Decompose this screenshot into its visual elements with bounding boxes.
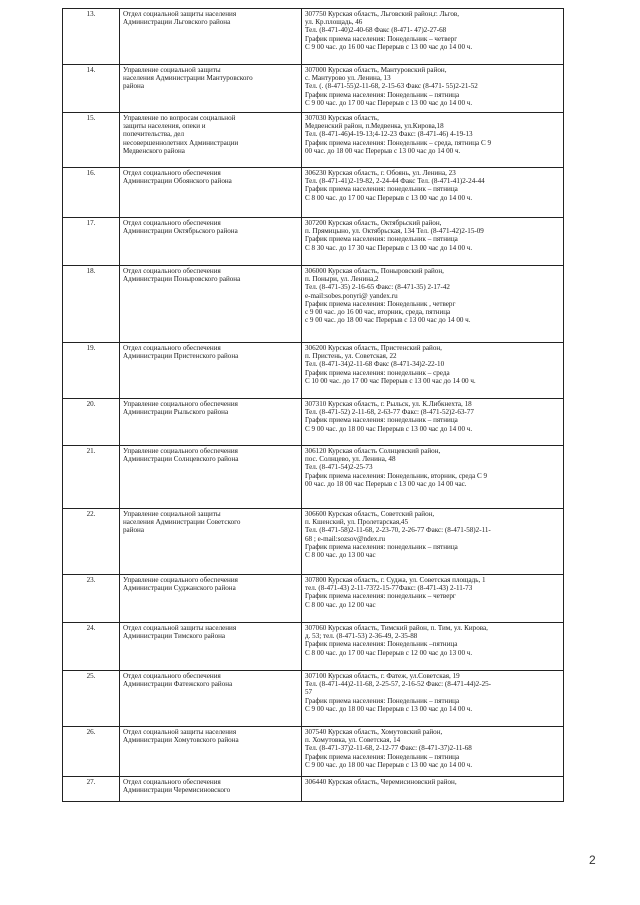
- organization-line: Управление по вопросам социальной: [123, 114, 236, 122]
- address-line: График приема населения: понедельник – пятница: [305, 416, 458, 425]
- organization-line: Администрации Пристенского района: [123, 352, 239, 361]
- address-line: 307030 Курская область,: [305, 114, 379, 122]
- address-line: Тел. (. (8-471-55)2-11-68, 2-15-63 Факс (8-471- 55)2-21-52: [305, 82, 478, 91]
- address-line: с. Мантурово ул. Ленина, 13: [305, 74, 391, 83]
- organization-line: Управление социального обеспечения: [123, 400, 238, 408]
- organization-line: попечительства, дел: [123, 130, 184, 139]
- organization-line: Управление социальной защиты: [123, 66, 221, 74]
- organization-line: Отдел социальной защиты населения: [123, 728, 237, 736]
- row-number: 25.: [63, 671, 120, 727]
- address-line: 307000 Курская область, Мантуровский район,: [305, 66, 447, 74]
- organization-line: Администрации Льговского района: [123, 18, 231, 27]
- row-number: 13.: [63, 9, 120, 65]
- organization-cell: [120, 623, 302, 671]
- organization-line: Управление социального обеспечения: [123, 576, 238, 584]
- address-line: д. 53; тел. (8-471-53) 2-36-49, 2-35-88: [305, 632, 418, 641]
- table-row: [63, 671, 564, 727]
- address-line: п. Поныри, ул. Ленина,2: [305, 275, 379, 284]
- organization-cell: [120, 266, 302, 343]
- address-line: График приема населения: Понедельник –пятница: [305, 640, 458, 649]
- address-line: С 8 00 час. до 17 00 час Перерыв с 13 00 час до 14 00 ч.: [305, 193, 473, 202]
- address-cell: [302, 446, 564, 509]
- table-row: [63, 727, 564, 777]
- address-line: График приема населения: Понедельник – среда, пятница С 9: [305, 138, 491, 147]
- table-row: [63, 343, 564, 399]
- address-line: Тел. (8-471-40)2-40-68 Факс (8-471- 47)2-27-68: [305, 26, 447, 35]
- address-cell: [302, 399, 564, 446]
- organization-line: Администрации Тимского района: [123, 632, 226, 641]
- organization-line: Администрации Фатежского района: [123, 680, 233, 689]
- organization-line: Отдел социального обеспечения: [123, 672, 221, 680]
- contacts-table: [62, 8, 564, 802]
- page-number: 2: [589, 853, 596, 867]
- address-line: График приема населения: Понедельник, вторник, среда С 9: [305, 471, 488, 480]
- organization-line: района: [123, 526, 144, 535]
- address-line: e-mail:sobes.ponyri@ yandex.ru: [305, 291, 398, 300]
- address-cell: [302, 65, 564, 113]
- address-line: С 8 00 час. до 13 00 час: [305, 551, 376, 560]
- organization-line: Администрации Рыльского района: [123, 408, 229, 417]
- row-number: 16.: [63, 168, 120, 218]
- organization-line: Медвенского района: [123, 146, 185, 155]
- row-number: 15.: [63, 113, 120, 168]
- organization-cell: [120, 168, 302, 218]
- address-line: 00 час. до 18 00 час Перерыв с 13 00 час до 14 00 час.: [305, 479, 467, 488]
- address-line: График приема населения: Понедельник – четверг: [305, 34, 458, 43]
- organization-line: защиты населения, опеки и: [123, 122, 206, 131]
- organization-cell: [120, 218, 302, 266]
- organization-line: населения Администрации Мантуровского: [123, 74, 253, 83]
- address-cell: [302, 727, 564, 777]
- address-line: п. Хомутовка, ул. Советская, 14: [305, 736, 401, 745]
- table-row: [63, 113, 564, 168]
- table-row: [63, 575, 564, 623]
- organization-line: Отдел социальной защиты населения: [123, 10, 237, 18]
- address-line: С 10 00 час. до 17 00 час Перерыв с 13 00 час до 14 00 ч.: [305, 376, 476, 385]
- address-cell: [302, 575, 564, 623]
- address-line: 306000 Курская область, Поныровский район,: [305, 267, 444, 275]
- address-line: С 9 00 час. до 18 00 час Перерыв с 13 00 час до 14 00 ч.: [305, 704, 473, 713]
- address-line: п. Кшенский, ул. Пролетарская,45: [305, 518, 408, 527]
- address-line: График приема населения: понедельник – пятница: [305, 235, 458, 244]
- organization-line: Администрации Солнцевского района: [123, 455, 239, 464]
- address-line: 307060 Курская область, Тимский район, п. Тим, ул. Кирова,: [305, 624, 488, 632]
- table-row: [63, 65, 564, 113]
- organization-cell: [120, 343, 302, 399]
- row-number: 21.: [63, 446, 120, 509]
- address-line: График приема населения: понедельник – пятница: [305, 185, 458, 194]
- organization-line: Отдел социальной защиты населения: [123, 624, 237, 632]
- organization-line: Администрации Суджанского района: [123, 584, 236, 593]
- organization-cell: [120, 9, 302, 65]
- row-number: 20.: [63, 399, 120, 446]
- organization-line: Администрации Обоянского района: [123, 177, 232, 186]
- address-line: График приема населения: Понедельник , четверг: [305, 299, 456, 308]
- address-cell: [302, 168, 564, 218]
- address-cell: [302, 9, 564, 65]
- table-row: [63, 777, 564, 802]
- address-line: Тел. (8-471-37)2-11-68, 2-12-77 Факс: (8-471-37)2-11-68: [305, 744, 472, 753]
- address-line: Тел. (8-471-54)2-25-73: [305, 463, 373, 472]
- table-row: [63, 623, 564, 671]
- address-cell: [302, 623, 564, 671]
- address-line: График приема населения: понедельник – пятница: [305, 542, 458, 551]
- address-line: График приема населения: понедельник – среда: [305, 368, 450, 377]
- address-line: 68 ; e-mail:sozsov@ndex.ru: [305, 534, 386, 543]
- organization-cell: [120, 446, 302, 509]
- row-number: 18.: [63, 266, 120, 343]
- organization-line: несовершеннолетних Администрации: [123, 138, 239, 147]
- address-line: Тел. (8-471-35) 2-16-65 Факс: (8-471-35) 2-17-42: [305, 283, 450, 292]
- organization-line: Администрации Поныровского района: [123, 275, 241, 284]
- address-line: График приема населения: Понедельник – пятница: [305, 90, 460, 99]
- organization-cell: [120, 399, 302, 446]
- table-row: [63, 509, 564, 575]
- table-row: [63, 446, 564, 509]
- address-cell: [302, 113, 564, 168]
- address-line: 57: [305, 688, 313, 697]
- address-line: С 9 00 час. до 16 00 час Перерыв с 13 00 час до 14 00 ч.: [305, 42, 473, 51]
- table-row: [63, 399, 564, 446]
- address-line: 00 час. до 18 00 час Перерыв с 13 00 час до 14 00 ч.: [305, 146, 461, 155]
- organization-line: Управление социального обеспечения: [123, 447, 238, 455]
- address-cell: [302, 218, 564, 266]
- address-line: с 9 00 час. до 16 00 час, вторник, среда, пятница: [305, 308, 451, 317]
- address-cell: [302, 343, 564, 399]
- table-row: [63, 218, 564, 266]
- address-line: 306120 Курская область Солнцевский район,: [305, 447, 441, 455]
- address-line: ул. Кр.площадь, 46: [305, 18, 363, 27]
- organization-line: Отдел социального обеспечения: [123, 267, 221, 275]
- address-line: 307100 Курская область, г. Фатеж, ул.Советская, 19: [305, 672, 460, 680]
- table-row: [63, 168, 564, 218]
- organization-line: Отдел социального обеспечения: [123, 219, 221, 227]
- row-number: 17.: [63, 218, 120, 266]
- address-line: 307800 Курская область, г. Суджа, ул. Советская площадь, 1: [305, 576, 486, 584]
- organization-cell: [120, 575, 302, 623]
- organization-line: района: [123, 82, 144, 91]
- address-line: С 8 00 час. до 17 00 час Перерыв с 12 00 час до 13 00 ч.: [305, 648, 473, 657]
- address-cell: [302, 777, 564, 802]
- organization-line: Отдел социального обеспечения: [123, 778, 221, 786]
- address-line: С 9 00 час. до 17 00 час Перерыв с 13 00 час до 14 00 ч.: [305, 98, 473, 107]
- row-number: 14.: [63, 65, 120, 113]
- address-cell: [302, 509, 564, 575]
- row-number: 22.: [63, 509, 120, 575]
- row-number: 24.: [63, 623, 120, 671]
- organization-cell: [120, 509, 302, 575]
- address-cell: [302, 266, 564, 343]
- organization-line: Отдел социального обеспечения: [123, 169, 221, 177]
- organization-line: населения Администрации Советского: [123, 518, 241, 527]
- address-line: с 9 00 час. до 18 00 час Перерыв с 13 00 час до 14 00 ч.: [305, 316, 471, 325]
- organization-line: Администрации Черемисиновского: [123, 786, 231, 795]
- address-line: 307200 Курская область, Октябрьский район,: [305, 219, 442, 227]
- address-line: 307310 Курская область, г. Рыльск, ул. К.Либкнехта, 18: [305, 400, 472, 408]
- address-line: Тел. (8-471-34)2-11-68 Факс (8-471-34)2-22-10: [305, 360, 445, 369]
- address-line: п. Пристень, ул. Советская, 22: [305, 352, 397, 361]
- organization-cell: [120, 777, 302, 802]
- address-line: 306440 Курская область, Черемисиновский район,: [305, 778, 457, 786]
- address-line: Тел. (8-471-46)4-19-13;4-12-23 Факс: (8-471-46) 4-19-13: [305, 130, 473, 139]
- address-line: 307540 Курская область, Хомутовский район,: [305, 728, 443, 736]
- address-line: График приема населения: Понедельник – пятница: [305, 752, 460, 761]
- address-line: Тел. (8-471-41)2-19-82, 2-24-44 Факс Тел. (8-471-41)2-24-44: [305, 177, 485, 186]
- organization-cell: [120, 65, 302, 113]
- address-line: тел. (8-471-43) 2-11-73?2-15-77Факс: (8-471-43) 2-11-73: [305, 584, 473, 593]
- address-cell: [302, 671, 564, 727]
- row-number: 26.: [63, 727, 120, 777]
- address-line: График приема населения: понедельник – четверг: [305, 592, 456, 601]
- address-line: п. Прямицыно, ул. Октябрьская, 134 Тел. (8-471-42)2-15-09: [305, 227, 484, 236]
- address-line: С 9 00 час. до 18 00 час Перерыв с 13 00 час до 14 00 ч.: [305, 424, 473, 433]
- organization-line: Отдел социального обеспечения: [123, 344, 221, 352]
- address-line: 306600 Курская область, Советский район,: [305, 510, 435, 518]
- address-line: С 8 30 час. до 17 30 час Перерыв с 13 00 час до 14 00 ч.: [305, 243, 473, 252]
- address-line: Тел. (8-471-52) 2-11-68, 2-63-77 Факс: (8-471-52)2-63-77: [305, 408, 474, 417]
- row-number: 27.: [63, 777, 120, 802]
- address-line: С 9 00 час. до 18 00 час Перерыв с 13 00 час до 14 00 ч.: [305, 760, 473, 769]
- organization-line: Управление социальной защиты: [123, 510, 221, 518]
- organization-line: Администрации Хомутовского района: [123, 736, 239, 745]
- address-line: Тел. (8-471-44)2-11-68, 2-25-57, 2-16-52 Факс: (8-471-44)2-25-: [305, 680, 492, 689]
- address-line: пос. Солнцево, ул. Ленина, 48: [305, 455, 396, 464]
- address-line: С 8 00 час. до 12 00 час: [305, 600, 376, 609]
- row-number: 19.: [63, 343, 120, 399]
- address-line: График приема населения: Понедельник – пятница: [305, 696, 460, 705]
- address-line: Медвенский район, п.Медвенка, ул.Кирова,18: [305, 122, 444, 131]
- organization-cell: [120, 671, 302, 727]
- address-line: 306230 Курская область, г. Обоянь, ул. Ленина, 23: [305, 169, 456, 177]
- organization-cell: [120, 727, 302, 777]
- organization-cell: [120, 113, 302, 168]
- organization-line: Администрации Октябрьского района: [123, 227, 238, 236]
- address-line: Тел. (8-471-58)2-11-68, 2-23-70, 2-26-77 Факс: (8-471-58)2-11-: [305, 526, 491, 535]
- address-line: 307750 Курская область, Льговский район,г. Льгов,: [305, 10, 460, 18]
- address-line: 306200 Курская область, Пристенский район,: [305, 344, 442, 352]
- table-row: [63, 9, 564, 65]
- row-number: 23.: [63, 575, 120, 623]
- table-row: [63, 266, 564, 343]
